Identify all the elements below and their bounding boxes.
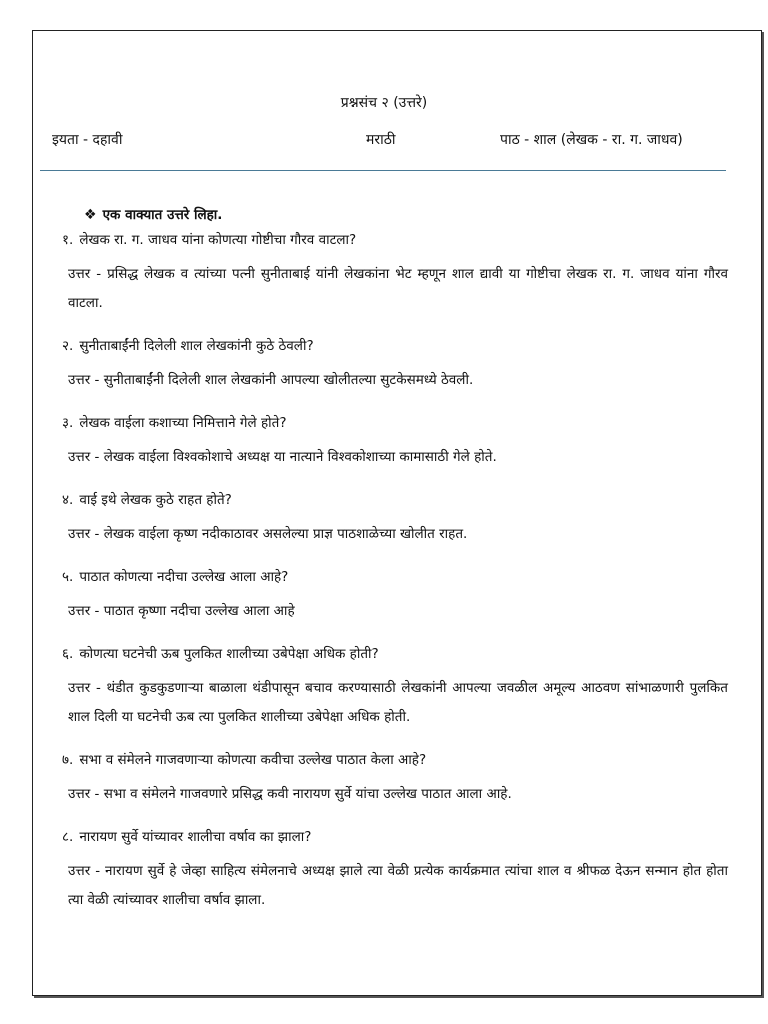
question-number: ६. — [62, 646, 74, 662]
question-number: ५. — [62, 569, 74, 585]
qa-item — [62, 640, 728, 732]
question — [62, 563, 728, 591]
section-heading — [84, 205, 222, 223]
question — [62, 746, 728, 774]
question-number: ७. — [62, 752, 74, 768]
question — [62, 226, 728, 254]
question-answer-list — [62, 226, 728, 929]
question-text: वाई इथे लेखक कुठे राहत होते? — [79, 492, 232, 508]
answer-text: उत्तर - लेखक वाईला विश्वकोशाचे अध्यक्ष या नात्याने विश्वकोशाच्या कामासाठी गेले होते. — [68, 449, 497, 465]
question — [62, 823, 728, 851]
question — [62, 409, 728, 437]
question — [62, 486, 728, 514]
question-number: ८. — [62, 829, 74, 845]
question — [62, 332, 728, 360]
qa-item — [62, 746, 728, 809]
question-number: २. — [62, 338, 74, 354]
answer-text: उत्तर - प्रसिद्ध लेखक व त्यांच्या पत्नी सुनीताबाई यांनी लेखकांना भेट म्हणून शाल द्यावी या गोष्टीचा लेखक रा. ग. जाधव यांना गौरव वाटला. — [68, 266, 728, 311]
question — [62, 640, 728, 668]
page-title: प्रश्नसंच २ (उत्तरे) — [340, 95, 428, 111]
diamond-bullet-icon: ❖ — [84, 207, 97, 223]
question-text: लेखक रा. ग. जाधव यांना कोणत्या गोष्टीचा गौरव वाटला? — [79, 232, 357, 248]
lesson-label: पाठ - शाल (लेखक - रा. ग. जाधव) — [500, 132, 683, 148]
answer-text: उत्तर - सभा व संमेलने गाजवणारे प्रसिद्ध कवी नारायण सुर्वे यांचा उल्लेख पाठात आला आहे. — [68, 786, 512, 802]
grade-label: इयता - दहावी — [52, 132, 123, 148]
qa-item — [62, 486, 728, 549]
question-text: पाठात कोणत्या नदीचा उल्लेख आला आहे? — [79, 569, 289, 585]
question-number: ४. — [62, 492, 74, 508]
subject-label: मराठी — [366, 132, 396, 148]
answer-text: उत्तर - नारायण सुर्वे हे जेव्हा साहित्य संमेलनाचे अध्यक्ष झाले त्या वेळी प्रत्येक कार्यक्रमात त्यांचा शाल व श्रीफळ देऊन सन्मान होत होता त्या वेळी त्यांच्यावर शालीचा वर्षाव झाला. — [68, 863, 728, 908]
question-text: लेखक वाईला कशाच्या निमित्ताने गेले होते? — [79, 415, 287, 431]
answer-text: उत्तर - पाठात कृष्णा नदीचा उल्लेख आला आहे — [68, 603, 295, 619]
question-text: नारायण सुर्वे यांच्यावर शालीचा वर्षाव का झाला? — [79, 829, 312, 845]
question-text: कोणत्या घटनेची ऊब पुलकित शालीच्या उबेपेक्षा अधिक होती? — [79, 646, 379, 662]
answer-text: उत्तर - सुनीताबाईंनी दिलेली शाल लेखकांनी आपल्या खोलीतल्या सुटकेसमध्ये ठेवली. — [68, 372, 474, 388]
qa-item — [62, 563, 728, 626]
answer-text: उत्तर - लेखक वाईला कृष्ण नदीकाठावर असलेल्या प्राज्ञ पाठशाळेच्या खोलीत राहत. — [68, 526, 468, 542]
answer-text: उत्तर - थंडीत कुडकुडणाऱ्या बाळाला थंडीपासून बचाव करण्यासाठी लेखकांनी आपल्या जवळील अमूल्य आठवण सांभाळणारी पुलकित शाल दिली या घटनेची ऊब त्या पुलकित शालीच्या उबेपेक्षा अधिक होती. — [68, 680, 728, 725]
header-divider — [40, 170, 726, 171]
question-number: १. — [62, 232, 74, 248]
section-heading-text: एक वाक्यात उत्तरे लिहा. — [102, 207, 223, 223]
qa-item — [62, 226, 728, 318]
question-text: सुनीताबाईंनी दिलेली शाल लेखकांनी कुठे ठेवली? — [79, 338, 314, 354]
qa-item — [62, 823, 728, 915]
qa-item — [62, 332, 728, 395]
question-text: सभा व संमेलने गाजवणाऱ्या कोणत्या कवीचा उल्लेख पाठात केला आहे? — [79, 752, 427, 768]
qa-item — [62, 409, 728, 472]
question-number: ३. — [62, 415, 74, 431]
